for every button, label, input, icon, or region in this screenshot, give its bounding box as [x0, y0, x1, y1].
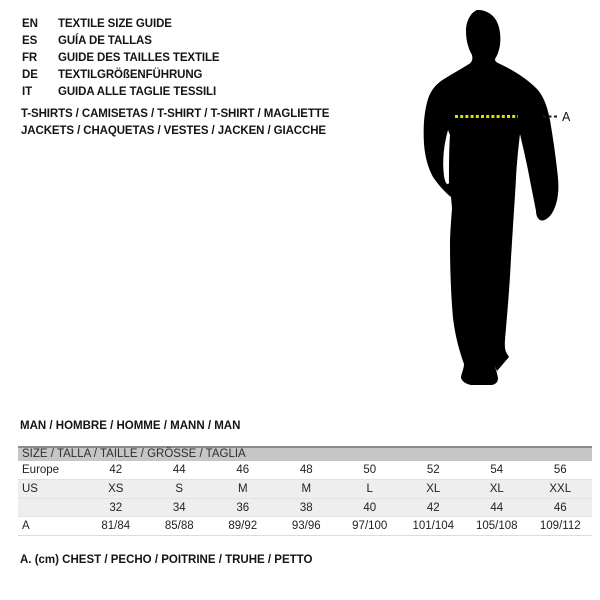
size-cell: 42	[402, 499, 466, 517]
size-table-header: SIZE / TALLA / TAILLE / GRÖSSE / TAGLIA	[18, 447, 592, 461]
language-guide-title: TEXTILGRÖßENFÜHRUNG	[58, 69, 203, 81]
size-cell: 81/84	[101, 520, 131, 532]
row-label: US	[18, 480, 84, 499]
size-cell: XL	[465, 480, 529, 499]
category-line-tshirts: T-SHIRTS / CAMISETAS / T-SHIRT / T-SHIRT / MAGLIETTE	[21, 108, 330, 120]
language-row	[22, 50, 220, 67]
measure-label-a: A	[562, 110, 571, 124]
language-guide-title: GUÍA DE TALLAS	[58, 35, 152, 47]
table-row-chest-cm	[18, 517, 592, 536]
table-row-us	[18, 480, 592, 499]
size-cell: 42	[84, 461, 148, 480]
measurement-footnote: A. (cm) CHEST / PECHO / POITRINE / TRUHE / PETTO	[20, 554, 313, 566]
size-cell: 105/108	[475, 520, 518, 532]
size-cell: 97/100	[352, 520, 388, 532]
size-cell: 38	[275, 499, 339, 517]
size-cell: 36	[211, 499, 275, 517]
size-cell: 46	[529, 499, 593, 517]
man-silhouette-figure	[400, 0, 600, 420]
language-code: ES	[22, 35, 38, 47]
size-cell: 109/112	[539, 520, 581, 532]
size-cell: 85/88	[164, 520, 194, 532]
size-cell: L	[338, 480, 402, 499]
size-cell: S	[148, 480, 212, 499]
size-cell: 44	[148, 461, 212, 480]
size-cell: XXL	[529, 480, 593, 499]
language-row	[22, 67, 220, 84]
table-row-intl	[18, 499, 592, 517]
language-code: EN	[22, 18, 38, 30]
size-cell: M	[211, 480, 275, 499]
language-code: FR	[22, 52, 38, 64]
size-cell: 56	[529, 461, 593, 480]
size-cell: 48	[275, 461, 339, 480]
language-code: IT	[22, 86, 33, 98]
language-guide-title: TEXTILE SIZE GUIDE	[58, 18, 172, 30]
language-guide-title: GUIDA ALLE TAGLIE TESSILI	[58, 86, 217, 98]
size-cell: 46	[211, 461, 275, 480]
section-title-man: MAN / HOMBRE / HOMME / MANN / MAN	[20, 420, 241, 432]
size-cell: 40	[338, 499, 402, 517]
size-cell: 32	[84, 499, 148, 517]
language-list	[22, 16, 220, 101]
row-label	[18, 499, 84, 517]
size-cell: 34	[148, 499, 212, 517]
size-table-header-row	[18, 447, 592, 461]
size-cell: 50	[338, 461, 402, 480]
category-line-jackets: JACKETS / CHAQUETAS / VESTES / JACKEN / GIACCHE	[21, 125, 326, 137]
language-row	[22, 84, 220, 101]
language-row	[22, 33, 220, 50]
row-label: A	[22, 520, 30, 532]
size-cell: XS	[84, 480, 148, 499]
size-cell: XL	[402, 480, 466, 499]
size-cell: 52	[402, 461, 466, 480]
size-cell: 44	[465, 499, 529, 517]
language-guide-title: GUIDE DES TAILLES TEXTILE	[58, 52, 220, 64]
category-lines	[21, 106, 329, 140]
language-row	[22, 16, 220, 33]
size-cell: 89/92	[228, 520, 258, 532]
size-cell: 101/104	[412, 520, 455, 532]
size-cell: 93/96	[291, 520, 321, 532]
size-cell: M	[275, 480, 339, 499]
man-silhouette	[424, 10, 559, 385]
size-cell: 54	[465, 461, 529, 480]
row-label: Europe	[18, 461, 84, 480]
language-code: DE	[22, 69, 38, 81]
size-table	[18, 446, 592, 536]
table-row-europe	[18, 461, 592, 480]
